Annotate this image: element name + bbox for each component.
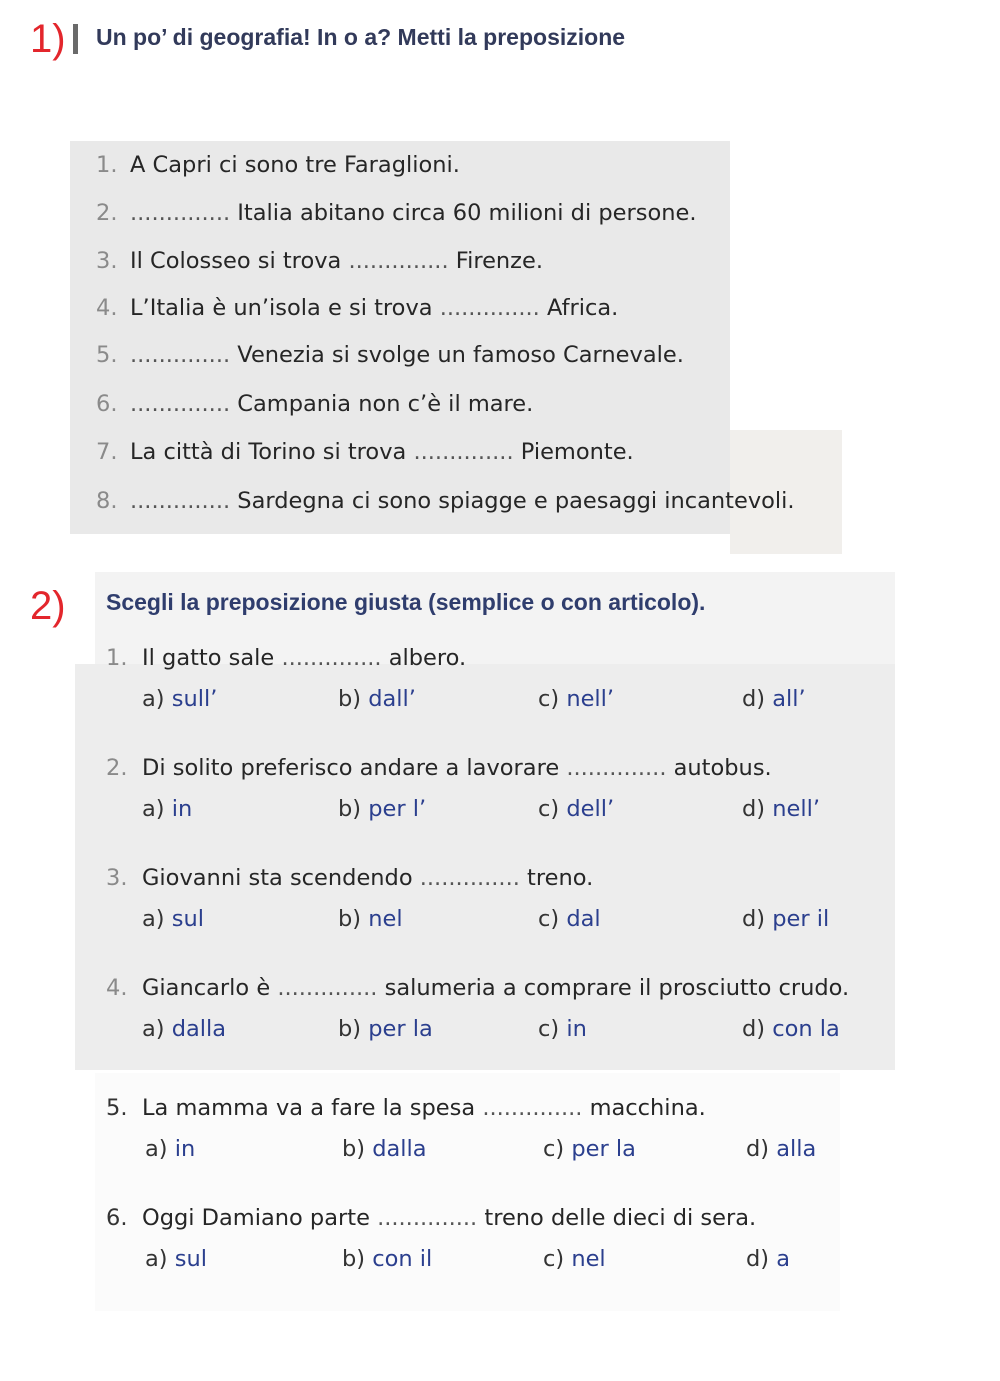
answer-option[interactable]: [338, 684, 416, 714]
option-letter: c): [538, 796, 567, 822]
fill-in-blank[interactable]: ..............: [277, 975, 378, 1001]
item-number: 2.: [96, 200, 118, 226]
option-value: in: [566, 1016, 587, 1042]
section-2-number: 2): [30, 584, 66, 628]
exercise-1-item: [96, 486, 795, 516]
answer-option[interactable]: [543, 1244, 606, 1274]
option-value: nel: [571, 1246, 606, 1272]
answer-option[interactable]: [538, 794, 614, 824]
answer-option[interactable]: [338, 1014, 433, 1044]
option-letter: a): [145, 1136, 175, 1162]
fill-in-blank[interactable]: ..............: [439, 295, 540, 321]
question: [106, 1203, 756, 1233]
question-number: 2.: [106, 755, 128, 781]
option-letter: b): [338, 686, 369, 712]
question: [106, 643, 466, 673]
option-letter: a): [142, 686, 172, 712]
answer-option[interactable]: [145, 1244, 207, 1274]
answer-option[interactable]: [342, 1244, 432, 1274]
option-value: nell’: [772, 796, 820, 822]
section-1-divider: [73, 24, 78, 54]
item-number: 3.: [96, 248, 118, 274]
item-number: 7.: [96, 439, 118, 465]
item-number: 6.: [96, 391, 118, 417]
option-letter: d): [746, 1136, 777, 1162]
question-number: 3.: [106, 865, 128, 891]
question: [106, 753, 772, 783]
question-text-after: albero.: [381, 645, 467, 671]
answer-option[interactable]: [538, 684, 614, 714]
item-text-after: Sardegna ci sono spiagge e paesaggi incantevoli.: [230, 488, 795, 514]
option-letter: a): [145, 1246, 175, 1272]
answer-option[interactable]: [338, 904, 403, 934]
item-text-after: Africa.: [539, 295, 619, 321]
answer-option[interactable]: [742, 684, 806, 714]
option-letter: c): [543, 1136, 572, 1162]
question-text-before: La mamma va a fare la spesa: [142, 1095, 483, 1121]
fill-in-blank[interactable]: ..............: [482, 1095, 583, 1121]
question-text-after: treno.: [519, 865, 594, 891]
answer-option[interactable]: [142, 904, 204, 934]
option-letter: d): [742, 796, 773, 822]
fill-in-blank[interactable]: ..............: [130, 200, 231, 226]
question-text-after: macchina.: [582, 1095, 706, 1121]
option-letter: c): [543, 1246, 572, 1272]
question-text-after: salumeria a comprare il prosciutto crudo.: [377, 975, 850, 1001]
item-text-after: Venezia si svolge un famoso Carnevale.: [230, 342, 684, 368]
fill-in-blank[interactable]: ..............: [566, 755, 667, 781]
exercise-1-item: [96, 246, 543, 276]
option-letter: a): [142, 1016, 172, 1042]
option-value: per la: [571, 1136, 636, 1162]
item-text-before: A Capri ci sono tre Faraglioni.: [130, 152, 460, 178]
item-text-after: Firenze.: [448, 248, 543, 274]
question-text-before: Oggi Damiano parte: [142, 1205, 378, 1231]
option-value: con il: [372, 1246, 433, 1272]
option-value: per la: [368, 1016, 433, 1042]
fill-in-blank[interactable]: ..............: [281, 645, 382, 671]
section-2-title: Scegli la preposizione giusta (semplice o con articolo).: [106, 589, 706, 615]
question-number: 5.: [106, 1095, 128, 1121]
question-text-before: Di solito preferisco andare a lavorare: [142, 755, 567, 781]
answer-option[interactable]: [538, 1014, 587, 1044]
option-letter: a): [142, 796, 172, 822]
section-1-number: 1): [30, 17, 66, 61]
item-text-before: L’Italia è un’isola e si trova: [130, 295, 440, 321]
item-number: 8.: [96, 488, 118, 514]
exercise-1-item: [96, 389, 533, 419]
option-value: dall’: [368, 686, 416, 712]
item-text-after: Campania non c’è il mare.: [230, 391, 534, 417]
answer-option[interactable]: [538, 904, 601, 934]
fill-in-blank[interactable]: ..............: [348, 248, 449, 274]
option-value: con la: [772, 1016, 840, 1042]
fill-in-blank[interactable]: ..............: [413, 439, 514, 465]
option-value: a: [776, 1246, 791, 1272]
answer-option[interactable]: [543, 1134, 636, 1164]
option-value: in: [171, 796, 193, 822]
option-value: nell’: [566, 686, 615, 712]
exercise-1-item: [96, 150, 460, 180]
question-text-before: Giovanni sta scendendo: [142, 865, 420, 891]
option-letter: d): [742, 686, 773, 712]
fill-in-blank[interactable]: ..............: [130, 488, 231, 514]
option-letter: c): [538, 1016, 567, 1042]
answer-option[interactable]: [342, 1134, 427, 1164]
fill-in-blank[interactable]: ..............: [130, 342, 231, 368]
option-value: all’: [772, 686, 806, 712]
item-text-after: Italia abitano circa 60 milioni di persone.: [230, 200, 697, 226]
option-letter: d): [742, 906, 773, 932]
question: [106, 1093, 706, 1123]
option-value: sul: [174, 1246, 207, 1272]
item-text-before: Il Colosseo si trova: [130, 248, 349, 274]
answer-option[interactable]: [742, 904, 829, 934]
answer-option[interactable]: [742, 794, 820, 824]
option-letter: b): [338, 796, 369, 822]
option-value: sull’: [171, 686, 218, 712]
option-value: alla: [776, 1136, 817, 1162]
item-number: 5.: [96, 342, 118, 368]
exercise-1-item: [96, 437, 634, 467]
option-value: dell’: [566, 796, 615, 822]
answer-option[interactable]: [142, 794, 192, 824]
option-value: dal: [566, 906, 601, 932]
question-text-after: treno delle dieci di sera.: [477, 1205, 757, 1231]
answer-option[interactable]: [746, 1244, 790, 1274]
item-number: 1.: [96, 152, 118, 178]
question-number: 6.: [106, 1205, 128, 1231]
option-value: in: [174, 1136, 196, 1162]
answer-option[interactable]: [142, 684, 217, 714]
exercise-1-item: [96, 198, 696, 228]
question-number: 1.: [106, 645, 128, 671]
fill-in-blank[interactable]: ..............: [377, 1205, 478, 1231]
option-value: dalla: [372, 1136, 427, 1162]
exercise-1-item: [96, 293, 618, 323]
answer-option[interactable]: [338, 794, 426, 824]
option-letter: d): [742, 1016, 773, 1042]
option-letter: c): [538, 686, 567, 712]
answer-option[interactable]: [746, 1134, 816, 1164]
answer-option[interactable]: [142, 1014, 226, 1044]
option-value: per il: [772, 906, 830, 932]
option-letter: b): [342, 1246, 373, 1272]
option-letter: b): [342, 1136, 373, 1162]
item-text-after: Piemonte.: [513, 439, 634, 465]
question-number: 4.: [106, 975, 128, 1001]
option-value: sul: [171, 906, 204, 932]
item-number: 4.: [96, 295, 118, 321]
fill-in-blank[interactable]: ..............: [130, 391, 231, 417]
section-1-title: Un po’ di geografia! In o a? Metti la preposizione: [96, 24, 626, 50]
option-value: per l’: [368, 796, 427, 822]
answer-option[interactable]: [742, 1014, 840, 1044]
option-letter: a): [142, 906, 172, 932]
option-letter: b): [338, 1016, 369, 1042]
option-letter: b): [338, 906, 369, 932]
question-text-before: Il gatto sale: [142, 645, 282, 671]
question: [106, 973, 849, 1003]
option-value: nel: [368, 906, 403, 932]
option-letter: d): [746, 1246, 777, 1272]
fill-in-blank[interactable]: ..............: [419, 865, 520, 891]
question-text-before: Giancarlo è: [142, 975, 278, 1001]
question-text-after: autobus.: [666, 755, 772, 781]
option-letter: c): [538, 906, 567, 932]
answer-option[interactable]: [145, 1134, 195, 1164]
item-text-before: La città di Torino si trova: [130, 439, 414, 465]
option-value: dalla: [171, 1016, 227, 1042]
question: [106, 863, 593, 893]
exercise-1-item: [96, 340, 684, 370]
